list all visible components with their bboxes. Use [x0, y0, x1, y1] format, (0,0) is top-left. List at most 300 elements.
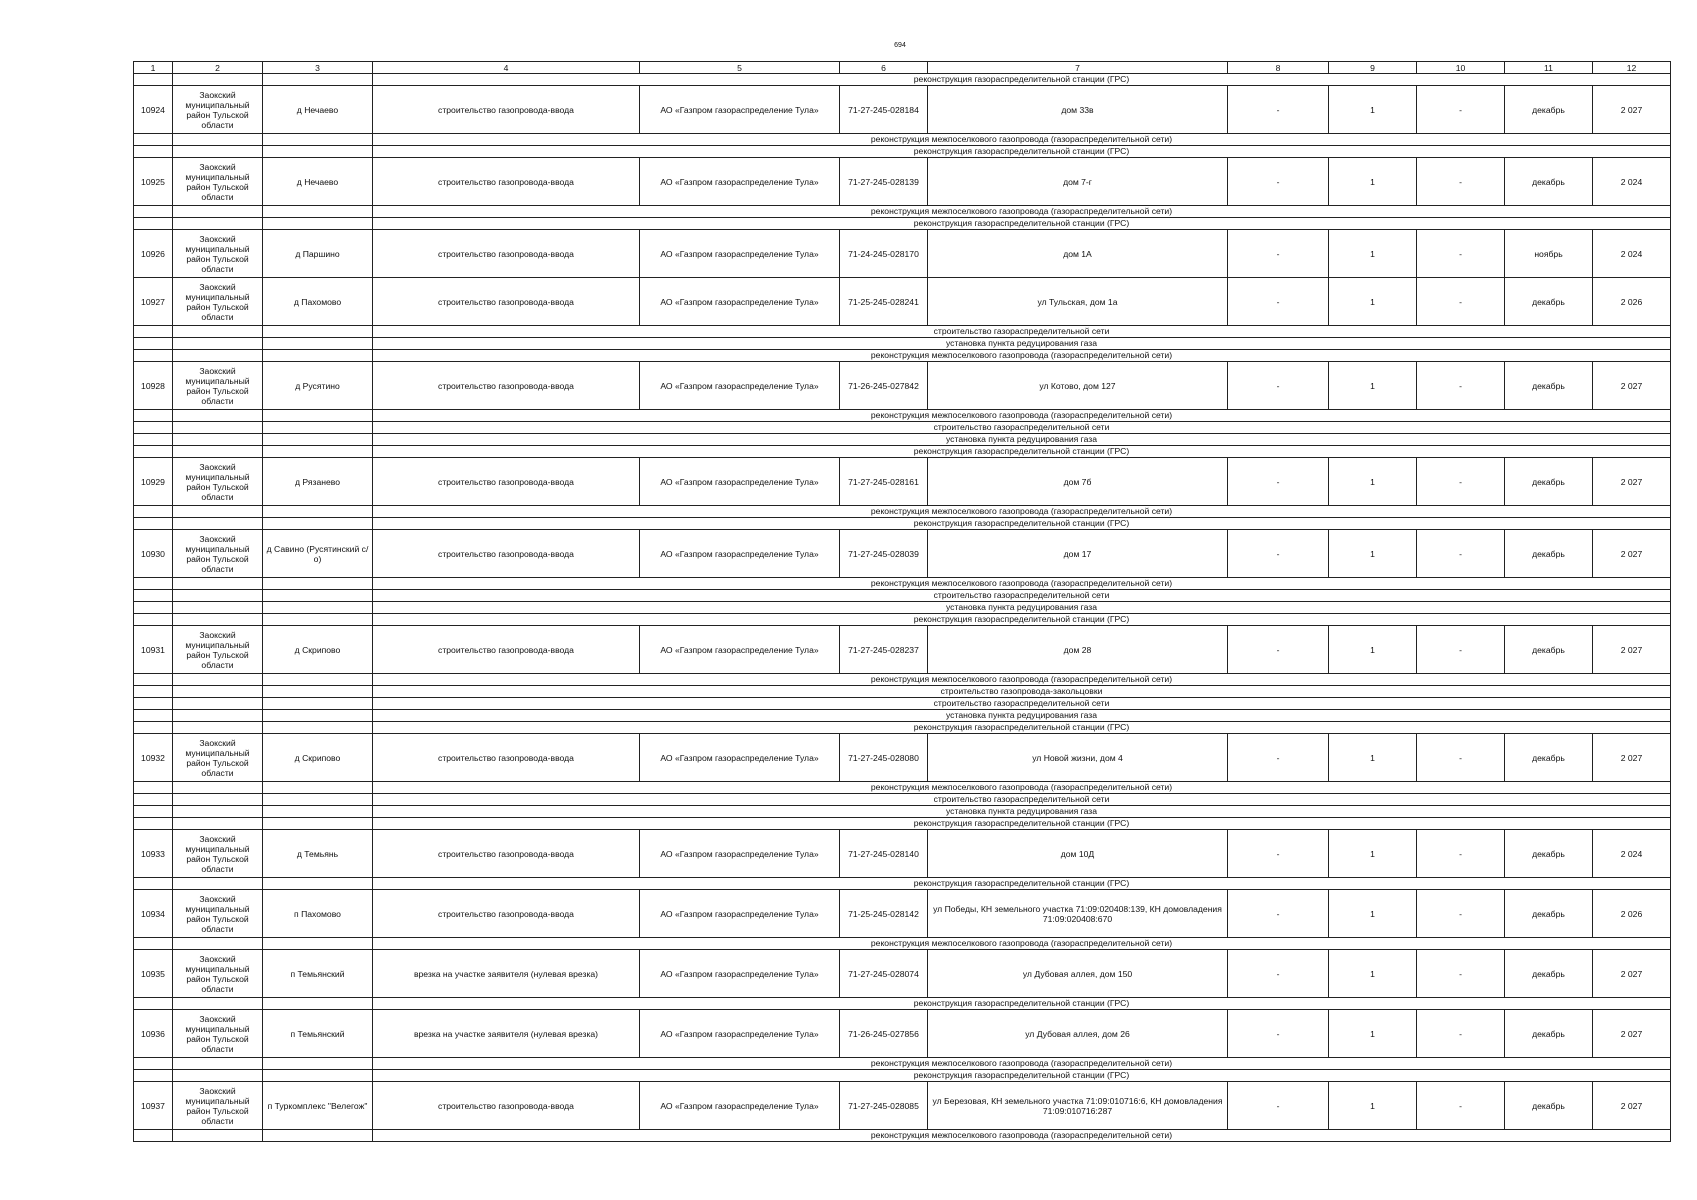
municipality: Заокский муниципальный район Тульской области	[173, 890, 263, 938]
empty-cell	[263, 146, 373, 158]
col-9-value: 1	[1329, 626, 1417, 674]
empty-cell	[263, 350, 373, 362]
row-number: 10924	[134, 86, 173, 134]
work-item: строительство газопровода-закольцовки	[373, 686, 1671, 698]
empty-cell	[134, 1058, 173, 1070]
organization: АО «Газпром газораспределение Тула»	[640, 626, 840, 674]
empty-cell	[134, 434, 173, 446]
empty-cell	[173, 698, 263, 710]
row-number: 10933	[134, 830, 173, 878]
col-9-value: 1	[1329, 530, 1417, 578]
work-subrow	[134, 938, 1671, 950]
empty-cell	[173, 1058, 263, 1070]
work-subrow	[134, 134, 1671, 146]
work-subrow	[134, 350, 1671, 362]
col-8-value: -	[1228, 1082, 1329, 1130]
table-row	[134, 530, 1671, 578]
month: декабрь	[1505, 158, 1593, 206]
row-number: 10925	[134, 158, 173, 206]
locality: д Нечаево	[263, 86, 373, 134]
locality: д Савино (Русятинский с/о)	[263, 530, 373, 578]
month: декабрь	[1505, 458, 1593, 506]
header-cell: 6	[840, 62, 928, 74]
cadastre-code: 71-27-245-028080	[840, 734, 928, 782]
work-item: реконструкция газораспределительной станции (ГРС)	[373, 998, 1671, 1010]
empty-cell	[173, 674, 263, 686]
empty-cell	[173, 134, 263, 146]
empty-cell	[134, 998, 173, 1010]
row-number: 10929	[134, 458, 173, 506]
empty-cell	[134, 338, 173, 350]
empty-cell	[173, 506, 263, 518]
organization: АО «Газпром газораспределение Тула»	[640, 950, 840, 998]
empty-cell	[134, 590, 173, 602]
table-row	[134, 86, 1671, 134]
empty-cell	[134, 674, 173, 686]
col-9-value: 1	[1329, 1082, 1417, 1130]
work-item: реконструкция межпоселкового газопровода (газораспределительной сети)	[373, 782, 1671, 794]
work-item: реконструкция межпоселкового газопровода (газораспределительной сети)	[373, 206, 1671, 218]
work-item: реконструкция газораспределительной станции (ГРС)	[373, 818, 1671, 830]
empty-cell	[173, 722, 263, 734]
empty-cell	[134, 782, 173, 794]
col-10-value: -	[1417, 86, 1505, 134]
work-type: строительство газопровода-ввода	[373, 458, 640, 506]
empty-cell	[263, 578, 373, 590]
empty-cell	[134, 1070, 173, 1082]
empty-cell	[263, 506, 373, 518]
month: ноябрь	[1505, 230, 1593, 278]
empty-cell	[173, 206, 263, 218]
cadastre-code: 71-27-245-028184	[840, 86, 928, 134]
work-item: реконструкция газораспределительной станции (ГРС)	[373, 146, 1671, 158]
work-subrow	[134, 74, 1671, 86]
work-item: реконструкция межпоселкового газопровода (газораспределительной сети)	[373, 1130, 1671, 1142]
empty-cell	[263, 710, 373, 722]
work-subrow	[134, 590, 1671, 602]
empty-cell	[134, 578, 173, 590]
empty-cell	[173, 146, 263, 158]
locality: д Темьянь	[263, 830, 373, 878]
col-9-value: 1	[1329, 950, 1417, 998]
work-subrow	[134, 422, 1671, 434]
row-number: 10932	[134, 734, 173, 782]
header-cell: 3	[263, 62, 373, 74]
empty-cell	[134, 350, 173, 362]
col-9-value: 1	[1329, 230, 1417, 278]
month: декабрь	[1505, 86, 1593, 134]
header-cell: 8	[1228, 62, 1329, 74]
work-subrow	[134, 698, 1671, 710]
work-item: реконструкция межпоселкового газопровода (газораспределительной сети)	[373, 410, 1671, 422]
empty-cell	[134, 878, 173, 890]
work-subrow	[134, 602, 1671, 614]
empty-cell	[134, 74, 173, 86]
col-9-value: 1	[1329, 1010, 1417, 1058]
empty-cell	[173, 818, 263, 830]
col-10-value: -	[1417, 530, 1505, 578]
work-item: строительство газораспределительной сети	[373, 698, 1671, 710]
empty-cell	[173, 1130, 263, 1142]
work-type: строительство газопровода-ввода	[373, 230, 640, 278]
col-10-value: -	[1417, 830, 1505, 878]
empty-cell	[134, 710, 173, 722]
table-row	[134, 458, 1671, 506]
empty-cell	[263, 938, 373, 950]
col-10-value: -	[1417, 950, 1505, 998]
organization: АО «Газпром газораспределение Тула»	[640, 158, 840, 206]
empty-cell	[134, 326, 173, 338]
table-row	[134, 158, 1671, 206]
empty-cell	[173, 710, 263, 722]
empty-cell	[173, 1070, 263, 1082]
year: 2 027	[1593, 362, 1671, 410]
work-subrow	[134, 218, 1671, 230]
year: 2 024	[1593, 158, 1671, 206]
month: декабрь	[1505, 1010, 1593, 1058]
header-cell: 9	[1329, 62, 1417, 74]
row-number: 10936	[134, 1010, 173, 1058]
empty-cell	[173, 602, 263, 614]
empty-cell	[134, 938, 173, 950]
municipality: Заокский муниципальный район Тульской области	[173, 626, 263, 674]
table-row	[134, 830, 1671, 878]
work-subrow	[134, 506, 1671, 518]
empty-cell	[263, 422, 373, 434]
empty-cell	[263, 674, 373, 686]
work-subrow	[134, 338, 1671, 350]
municipality: Заокский муниципальный район Тульской области	[173, 230, 263, 278]
work-item: реконструкция газораспределительной станции (ГРС)	[373, 518, 1671, 530]
empty-cell	[263, 614, 373, 626]
col-8-value: -	[1228, 86, 1329, 134]
col-8-value: -	[1228, 278, 1329, 326]
empty-cell	[263, 878, 373, 890]
col-9-value: 1	[1329, 362, 1417, 410]
empty-cell	[263, 794, 373, 806]
empty-cell	[173, 350, 263, 362]
col-8-value: -	[1228, 458, 1329, 506]
empty-cell	[263, 590, 373, 602]
year: 2 027	[1593, 1010, 1671, 1058]
month: декабрь	[1505, 950, 1593, 998]
work-item: строительство газораспределительной сети	[373, 326, 1671, 338]
work-type: строительство газопровода-ввода	[373, 278, 640, 326]
address: ул Березовая, КН земельного участка 71:09:010716:6, КН домовладения 71:09:010716:287	[928, 1082, 1228, 1130]
work-item: реконструкция газораспределительной станции (ГРС)	[373, 1070, 1671, 1082]
month: декабрь	[1505, 734, 1593, 782]
empty-cell	[134, 698, 173, 710]
empty-cell	[263, 602, 373, 614]
work-type: строительство газопровода-ввода	[373, 890, 640, 938]
work-item: реконструкция межпоселкового газопровода (газораспределительной сети)	[373, 1058, 1671, 1070]
work-type: строительство газопровода-ввода	[373, 158, 640, 206]
empty-cell	[263, 1130, 373, 1142]
row-number: 10926	[134, 230, 173, 278]
municipality: Заокский муниципальный район Тульской области	[173, 458, 263, 506]
year: 2 027	[1593, 950, 1671, 998]
work-subrow	[134, 326, 1671, 338]
header-cell: 4	[373, 62, 640, 74]
address: ул Котово, дом 127	[928, 362, 1228, 410]
col-10-value: -	[1417, 230, 1505, 278]
month: декабрь	[1505, 890, 1593, 938]
work-item: реконструкция газораспределительной станции (ГРС)	[373, 722, 1671, 734]
municipality: Заокский муниципальный район Тульской области	[173, 1082, 263, 1130]
empty-cell	[263, 698, 373, 710]
col-9-value: 1	[1329, 890, 1417, 938]
col-10-value: -	[1417, 278, 1505, 326]
empty-cell	[263, 134, 373, 146]
empty-cell	[173, 794, 263, 806]
work-type: строительство газопровода-ввода	[373, 1082, 640, 1130]
empty-cell	[134, 134, 173, 146]
work-item: реконструкция газораспределительной станции (ГРС)	[373, 446, 1671, 458]
year: 2 024	[1593, 830, 1671, 878]
work-item: установка пункта редуцирования газа	[373, 338, 1671, 350]
address: дом 33в	[928, 86, 1228, 134]
work-item: реконструкция межпоселкового газопровода (газораспределительной сети)	[373, 134, 1671, 146]
locality: д Пахомово	[263, 278, 373, 326]
month: декабрь	[1505, 830, 1593, 878]
table-row	[134, 1082, 1671, 1130]
work-subrow	[134, 710, 1671, 722]
empty-cell	[173, 434, 263, 446]
col-9-value: 1	[1329, 158, 1417, 206]
municipality: Заокский муниципальный район Тульской области	[173, 830, 263, 878]
empty-cell	[263, 206, 373, 218]
cadastre-code: 71-25-245-028142	[840, 890, 928, 938]
row-number: 10935	[134, 950, 173, 998]
work-subrow	[134, 206, 1671, 218]
organization: АО «Газпром газораспределение Тула»	[640, 890, 840, 938]
col-10-value: -	[1417, 890, 1505, 938]
cadastre-code: 71-27-245-028039	[840, 530, 928, 578]
empty-cell	[134, 722, 173, 734]
col-9-value: 1	[1329, 86, 1417, 134]
col-8-value: -	[1228, 1010, 1329, 1058]
work-subrow	[134, 410, 1671, 422]
locality: д Русятино	[263, 362, 373, 410]
organization: АО «Газпром газораспределение Тула»	[640, 1082, 840, 1130]
table-row	[134, 734, 1671, 782]
gasification-table	[133, 61, 1671, 1142]
header-cell: 11	[1505, 62, 1593, 74]
col-8-value: -	[1228, 626, 1329, 674]
municipality: Заокский муниципальный район Тульской области	[173, 950, 263, 998]
year: 2 027	[1593, 530, 1671, 578]
col-10-value: -	[1417, 734, 1505, 782]
address: ул Тульская, дом 1а	[928, 278, 1228, 326]
table-row	[134, 362, 1671, 410]
work-subrow	[134, 782, 1671, 794]
organization: АО «Газпром газораспределение Тула»	[640, 1010, 840, 1058]
month: декабрь	[1505, 626, 1593, 674]
work-item: реконструкция газораспределительной станции (ГРС)	[373, 218, 1671, 230]
locality: п Темьянский	[263, 950, 373, 998]
col-9-value: 1	[1329, 830, 1417, 878]
municipality: Заокский муниципальный район Тульской области	[173, 86, 263, 134]
empty-cell	[173, 614, 263, 626]
empty-cell	[134, 794, 173, 806]
header-cell: 10	[1417, 62, 1505, 74]
address: ул Дубовая аллея, дом 150	[928, 950, 1228, 998]
header-cell: 12	[1593, 62, 1671, 74]
empty-cell	[134, 602, 173, 614]
organization: АО «Газпром газораспределение Тула»	[640, 86, 840, 134]
empty-cell	[263, 1070, 373, 1082]
empty-cell	[173, 218, 263, 230]
header-cell: 5	[640, 62, 840, 74]
empty-cell	[263, 218, 373, 230]
municipality: Заокский муниципальный район Тульской области	[173, 362, 263, 410]
address: дом 10Д	[928, 830, 1228, 878]
work-item: реконструкция газораспределительной станции (ГРС)	[373, 878, 1671, 890]
municipality: Заокский муниципальный район Тульской области	[173, 158, 263, 206]
row-number: 10928	[134, 362, 173, 410]
address: ул Победы, КН земельного участка 71:09:020408:139, КН домовладения 71:09:020408:670	[928, 890, 1228, 938]
month: декабрь	[1505, 362, 1593, 410]
header-cell: 2	[173, 62, 263, 74]
year: 2 027	[1593, 458, 1671, 506]
empty-cell	[134, 218, 173, 230]
table-body	[134, 62, 1671, 1142]
work-subrow	[134, 794, 1671, 806]
col-8-value: -	[1228, 734, 1329, 782]
work-subrow	[134, 1130, 1671, 1142]
work-subrow	[134, 446, 1671, 458]
work-item: реконструкция газораспределительной станции (ГРС)	[373, 614, 1671, 626]
organization: АО «Газпром газораспределение Тула»	[640, 278, 840, 326]
cadastre-code: 71-27-245-028139	[840, 158, 928, 206]
empty-cell	[134, 206, 173, 218]
address: ул Новой жизни, дом 4	[928, 734, 1228, 782]
work-subrow	[134, 998, 1671, 1010]
table-row	[134, 890, 1671, 938]
work-item: установка пункта редуцирования газа	[373, 602, 1671, 614]
col-10-value: -	[1417, 1010, 1505, 1058]
col-9-value: 1	[1329, 734, 1417, 782]
work-subrow	[134, 674, 1671, 686]
col-8-value: -	[1228, 890, 1329, 938]
work-type: строительство газопровода-ввода	[373, 86, 640, 134]
empty-cell	[263, 806, 373, 818]
empty-cell	[173, 446, 263, 458]
empty-cell	[173, 806, 263, 818]
empty-cell	[263, 782, 373, 794]
page-number: 694	[894, 42, 906, 49]
row-number: 10930	[134, 530, 173, 578]
cadastre-code: 71-25-245-028241	[840, 278, 928, 326]
year: 2 024	[1593, 230, 1671, 278]
year: 2 027	[1593, 626, 1671, 674]
col-10-value: -	[1417, 362, 1505, 410]
empty-cell	[173, 422, 263, 434]
organization: АО «Газпром газораспределение Тула»	[640, 734, 840, 782]
empty-cell	[263, 74, 373, 86]
cadastre-code: 71-24-245-028170	[840, 230, 928, 278]
work-type: врезка на участке заявителя (нулевая врезка)	[373, 950, 640, 998]
empty-cell	[173, 782, 263, 794]
empty-cell	[263, 446, 373, 458]
work-item: реконструкция межпоселкового газопровода (газораспределительной сети)	[373, 350, 1671, 362]
empty-cell	[173, 998, 263, 1010]
work-type: строительство газопровода-ввода	[373, 530, 640, 578]
col-10-value: -	[1417, 626, 1505, 674]
empty-cell	[173, 590, 263, 602]
empty-cell	[134, 818, 173, 830]
empty-cell	[134, 410, 173, 422]
address: дом 17	[928, 530, 1228, 578]
header-row	[134, 62, 1671, 74]
municipality: Заокский муниципальный район Тульской области	[173, 278, 263, 326]
empty-cell	[134, 614, 173, 626]
address: ул Дубовая аллея, дом 26	[928, 1010, 1228, 1058]
empty-cell	[263, 686, 373, 698]
work-item: строительство газораспределительной сети	[373, 590, 1671, 602]
locality: д Скрипово	[263, 626, 373, 674]
locality: д Паршино	[263, 230, 373, 278]
work-subrow	[134, 614, 1671, 626]
empty-cell	[173, 686, 263, 698]
address: дом 1А	[928, 230, 1228, 278]
table-row	[134, 950, 1671, 998]
empty-cell	[134, 686, 173, 698]
empty-cell	[173, 938, 263, 950]
work-type: строительство газопровода-ввода	[373, 626, 640, 674]
address: дом 28	[928, 626, 1228, 674]
col-10-value: -	[1417, 1082, 1505, 1130]
row-number: 10934	[134, 890, 173, 938]
empty-cell	[173, 410, 263, 422]
empty-cell	[173, 338, 263, 350]
work-item: установка пункта редуцирования газа	[373, 806, 1671, 818]
address: дом 7б	[928, 458, 1228, 506]
cadastre-code: 71-27-245-028085	[840, 1082, 928, 1130]
work-subrow	[134, 806, 1671, 818]
empty-cell	[134, 518, 173, 530]
empty-cell	[263, 518, 373, 530]
work-item: реконструкция межпоселкового газопровода (газораспределительной сети)	[373, 674, 1671, 686]
work-subrow	[134, 1058, 1671, 1070]
locality: д Рязанево	[263, 458, 373, 506]
work-item: реконструкция межпоселкового газопровода (газораспределительной сети)	[373, 506, 1671, 518]
table-row	[134, 626, 1671, 674]
work-subrow	[134, 722, 1671, 734]
empty-cell	[134, 806, 173, 818]
table-row	[134, 1010, 1671, 1058]
locality: п Темьянский	[263, 1010, 373, 1058]
empty-cell	[173, 578, 263, 590]
organization: АО «Газпром газораспределение Тула»	[640, 830, 840, 878]
work-subrow	[134, 818, 1671, 830]
organization: АО «Газпром газораспределение Тула»	[640, 530, 840, 578]
year: 2 027	[1593, 86, 1671, 134]
empty-cell	[173, 518, 263, 530]
cadastre-code: 71-27-245-028161	[840, 458, 928, 506]
empty-cell	[263, 818, 373, 830]
work-item: строительство газораспределительной сети	[373, 794, 1671, 806]
work-type: строительство газопровода-ввода	[373, 830, 640, 878]
work-item: строительство газораспределительной сети	[373, 422, 1671, 434]
col-9-value: 1	[1329, 278, 1417, 326]
empty-cell	[173, 74, 263, 86]
organization: АО «Газпром газораспределение Тула»	[640, 230, 840, 278]
empty-cell	[173, 326, 263, 338]
address: дом 7-г	[928, 158, 1228, 206]
col-8-value: -	[1228, 362, 1329, 410]
empty-cell	[173, 878, 263, 890]
